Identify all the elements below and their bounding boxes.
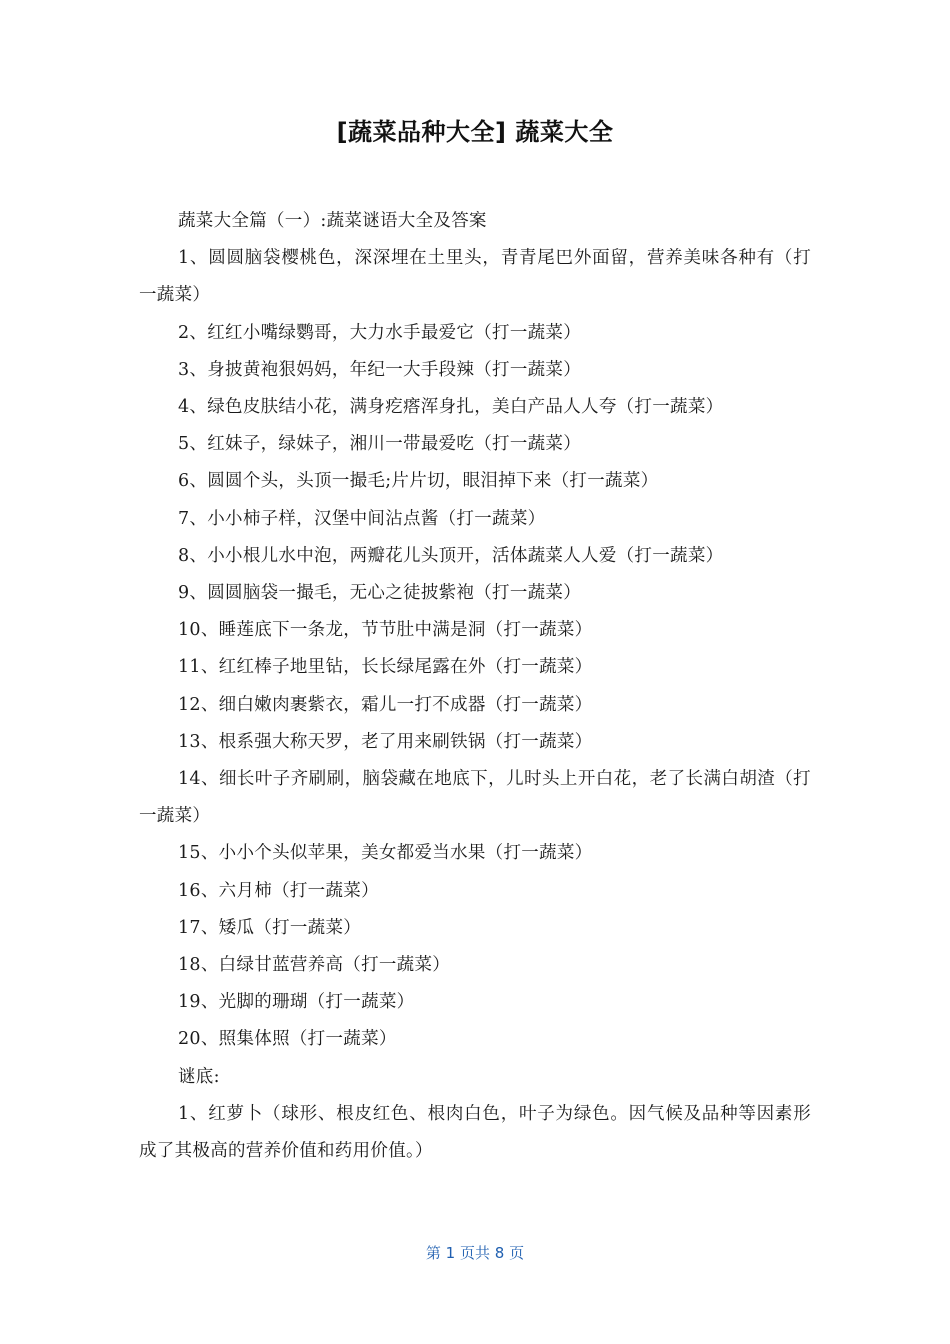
riddle-item: 4、绿色皮肤结小花，满身疙瘩浑身扎，美白产品人人夸（打一蔬菜） [178, 397, 724, 418]
riddle-item: 3、身披黄袍狠妈妈，年纪一大手段辣（打一蔬菜） [178, 359, 582, 380]
page-number-footer: 第 1 页共 8 页 [425, 1244, 525, 1262]
riddle-item: 10、睡莲底下一条龙，节节肚中满是洞（打一蔬菜） [178, 620, 593, 641]
riddle-item: 1、圆圆脑袋樱桃色，深深埋在土里头，青青尾巴外面留，营养美味各种有（打一蔬菜） [139, 248, 811, 306]
riddle-item: 6、圆圆个头，头顶一撮毛;片片切，眼泪掉下来（打一蔬菜） [178, 471, 659, 492]
riddle-item: 8、小小根儿水中泡，两瓣花儿头顶开，活体蔬菜人人爱（打一蔬菜） [178, 545, 724, 566]
riddle-item: 2、红红小嘴绿鹦哥，大力水手最爱它（打一蔬菜） [178, 322, 582, 343]
riddle-item: 7、小小柿子样，汉堡中间沾点酱（打一蔬菜） [178, 508, 546, 529]
riddle-item: 16、六月柿（打一蔬菜） [178, 880, 379, 901]
riddle-item: 17、矮瓜（打一蔬菜） [178, 917, 362, 938]
answer-item: 1、红萝卜（球形、根皮红色、根肉白色，叶子为绿色。因气候及品种等因素形成了其极高的营养价值和药用价值。） [139, 1103, 811, 1162]
section-heading: 蔬菜大全篇（一）:蔬菜谜语大全及答案 [178, 211, 487, 231]
riddle-item: 15、小小个头似苹果，美女都爱当水果（打一蔬菜） [178, 843, 593, 864]
riddle-item: 14、细长叶子齐刷刷，脑袋藏在地底下，儿时头上开白花，老了长满白胡渣（打一蔬菜） [139, 769, 811, 827]
riddle-item: 18、白绿甘蓝营养高（打一蔬菜） [178, 955, 451, 976]
riddle-item: 13、根系强大称天罗，老了用来刷铁锅（打一蔬菜） [178, 731, 593, 752]
riddle-item: 9、圆圆脑袋一撮毛，无心之徒披紫袍（打一蔬菜） [178, 583, 582, 604]
riddle-item: 12、细白嫩肉裹紫衣，霜儿一打不成器（打一蔬菜） [178, 694, 593, 715]
riddle-item: 5、红妹子，绿妹子，湘川一带最爱吃（打一蔬菜） [178, 434, 582, 455]
riddle-item: 11、红红棒子地里钻，长长绿尾露在外（打一蔬菜） [178, 657, 593, 678]
document-body [139, 203, 811, 1170]
riddle-item: 20、照集体照（打一蔬菜） [178, 1029, 397, 1050]
answers-heading: 谜底: [178, 1066, 220, 1087]
page-title: [蔬菜品种大全] 蔬菜大全 [336, 118, 614, 146]
riddle-item: 19、光脚的珊瑚（打一蔬菜） [178, 992, 415, 1013]
